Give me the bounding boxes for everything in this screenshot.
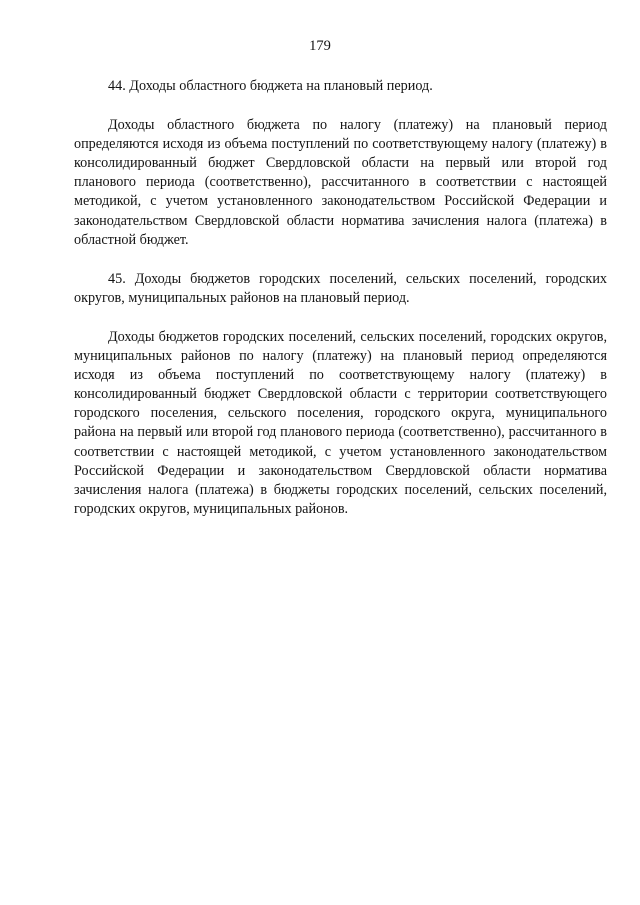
document-body	[74, 77, 607, 519]
page-number: 179	[309, 38, 331, 54]
section-45-paragraph: Доходы бюджетов городских поселений, сельских поселений, городских округов, муниципальных районов по налогу (платежу) на плановый период определяются исходя из объема поступлений по соответствующему налогу (платежу) в консолидированный бюджет Свердловской области с территории соответствующего городского поселения, сельского поселения, городского округа, муниципального района на первый или второй год планового периода (соответственно), рассчитанного в соответствии с настоящей методикой, с учетом установленного законодательством Российской Федерации и законодательством Свердловской области норматива зачисления налога (платежа) в бюджеты городских поселений, сельских поселений, городских округов, муниципальных районов.	[74, 328, 607, 517]
section-44-heading: 44. Доходы областного бюджета на плановый период.	[108, 78, 433, 94]
section-45-heading: 45. Доходы бюджетов городских поселений, сельских поселений, городских округов, муниципальных районов на плановый период.	[74, 270, 607, 306]
section-44-paragraph: Доходы областного бюджета по налогу (платежу) на плановый период определяются исходя из объема поступлений по соответствующему налогу (платежу) в консолидированный бюджет Свердловской области на первый или второй год планового периода (соответственно), рассчитанного в соответствии с настоящей методикой, с учетом установленного законодательством Российской Федерации и законодательством Свердловской области норматива зачисления налога (платежа) в областной бюджет.	[74, 117, 607, 248]
